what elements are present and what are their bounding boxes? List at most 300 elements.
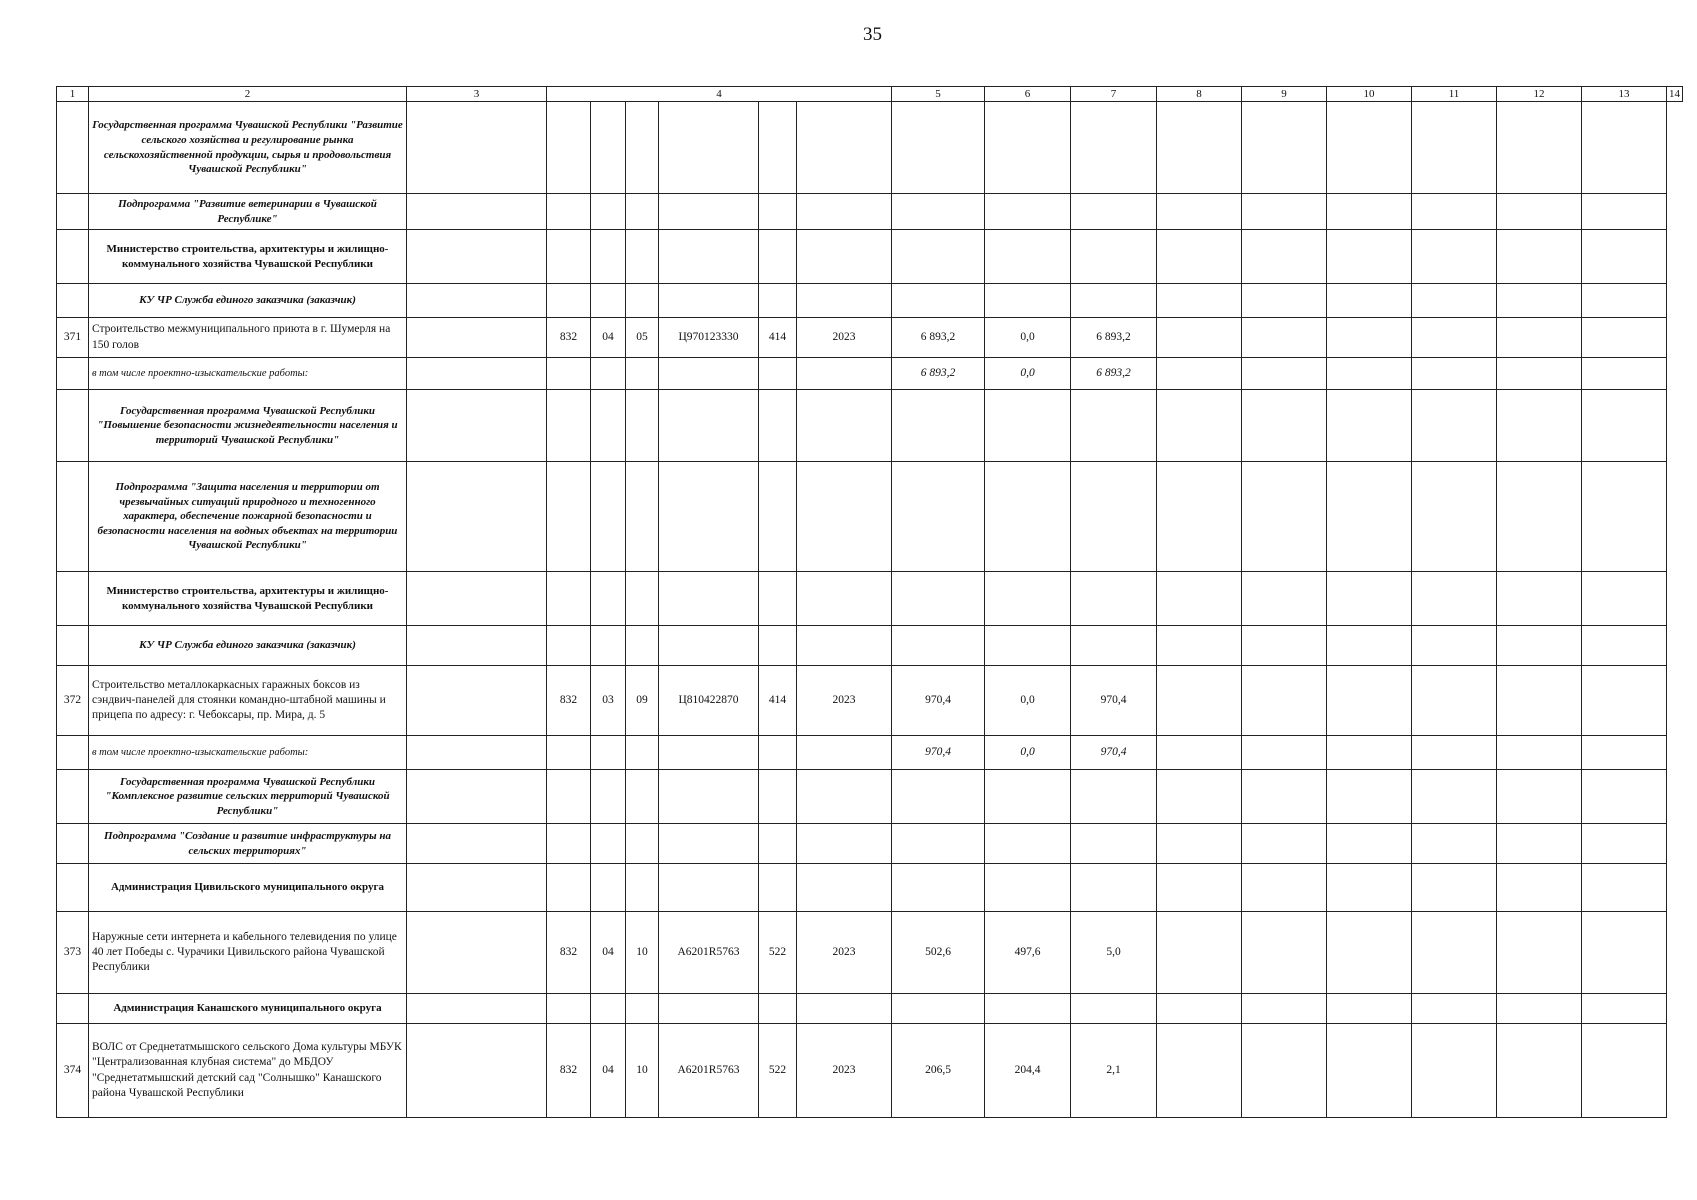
empty-cell	[1327, 284, 1412, 318]
federal-amount: 204,4	[985, 1024, 1071, 1118]
target-article-code: Ц970123330	[659, 318, 759, 358]
subsection-code: 05	[626, 318, 659, 358]
empty-cell	[547, 390, 591, 462]
empty-cell	[1412, 736, 1497, 770]
row-number: 373	[57, 912, 89, 994]
empty-cell	[407, 284, 547, 318]
empty-cell	[1071, 462, 1157, 572]
empty-cell	[892, 284, 985, 318]
empty-cell	[659, 358, 759, 390]
empty-cell	[1327, 194, 1412, 230]
empty-cell	[407, 1024, 547, 1118]
empty-cell	[1497, 102, 1582, 194]
federal-amount: 497,6	[985, 912, 1071, 994]
empty-cell	[797, 102, 892, 194]
empty-cell	[591, 824, 626, 864]
empty-cell	[407, 736, 547, 770]
organization-name: Администрация Канашского муниципального округа	[89, 994, 407, 1024]
section-code: 04	[591, 912, 626, 994]
empty-cell	[407, 230, 547, 284]
empty-cell	[797, 994, 892, 1024]
empty-cell	[1242, 666, 1327, 736]
empty-cell	[1582, 824, 1667, 864]
empty-cell	[1412, 230, 1497, 284]
column-number: 6	[985, 87, 1071, 102]
empty-cell	[591, 230, 626, 284]
empty-cell	[1412, 390, 1497, 462]
empty-cell	[1071, 284, 1157, 318]
empty-cell	[407, 390, 547, 462]
empty-cell	[591, 284, 626, 318]
empty-cell	[1412, 770, 1497, 824]
empty-cell	[1242, 102, 1327, 194]
target-article-code: A6201R5763	[659, 1024, 759, 1118]
empty-cell	[591, 102, 626, 194]
column-number: 5	[892, 87, 985, 102]
empty-cell	[1497, 824, 1582, 864]
section-code: 04	[591, 1024, 626, 1118]
empty-cell	[547, 824, 591, 864]
including-row	[57, 736, 1683, 770]
empty-cell	[659, 230, 759, 284]
empty-cell	[1242, 284, 1327, 318]
empty-cell	[892, 572, 985, 626]
empty-cell	[626, 194, 659, 230]
federal-amount: 0,0	[985, 666, 1071, 736]
empty-cell	[1497, 626, 1582, 666]
empty-cell	[985, 626, 1071, 666]
organization-row	[57, 864, 1683, 912]
empty-cell	[892, 230, 985, 284]
empty-cell	[892, 770, 985, 824]
empty-cell	[1412, 318, 1497, 358]
empty-cell	[407, 912, 547, 994]
empty-cell	[1582, 736, 1667, 770]
empty-cell	[1327, 912, 1412, 994]
empty-cell	[1071, 230, 1157, 284]
empty-cell	[591, 994, 626, 1024]
empty-cell	[1242, 1024, 1327, 1118]
empty-cell	[1412, 358, 1497, 390]
empty-cell	[1242, 318, 1327, 358]
target-article-code: Ц810422870	[659, 666, 759, 736]
row-number-cell	[57, 994, 89, 1024]
expense-type-code: 522	[759, 1024, 797, 1118]
program-row	[57, 462, 1683, 572]
expense-type-code: 522	[759, 912, 797, 994]
program-row	[57, 390, 1683, 462]
empty-cell	[797, 194, 892, 230]
empty-cell	[797, 770, 892, 824]
year: 2023	[797, 318, 892, 358]
table-row	[57, 666, 1683, 736]
row-number-cell	[57, 102, 89, 194]
empty-cell	[1157, 194, 1242, 230]
row-number: 374	[57, 1024, 89, 1118]
empty-cell	[659, 390, 759, 462]
empty-cell	[985, 284, 1071, 318]
empty-cell	[892, 194, 985, 230]
including-total: 6 893,2	[892, 358, 985, 390]
object-name: Строительство межмуниципального приюта в г. Шумерля на 150 голов	[89, 318, 407, 358]
empty-cell	[1582, 390, 1667, 462]
empty-cell	[1497, 194, 1582, 230]
empty-cell	[407, 770, 547, 824]
total-amount: 206,5	[892, 1024, 985, 1118]
empty-cell	[985, 462, 1071, 572]
program-row	[57, 102, 1683, 194]
empty-cell	[1242, 736, 1327, 770]
republic-amount: 970,4	[1071, 666, 1157, 736]
empty-cell	[1242, 864, 1327, 912]
empty-cell	[659, 824, 759, 864]
empty-cell	[1242, 994, 1327, 1024]
column-number: 1	[57, 87, 89, 102]
empty-cell	[1327, 358, 1412, 390]
program-name: Государственная программа Чувашской Республики "Комплексное развитие сельских территорий Чувашской Республики"	[89, 770, 407, 824]
empty-cell	[1582, 462, 1667, 572]
column-number: 8	[1157, 87, 1242, 102]
empty-cell	[1497, 912, 1582, 994]
empty-cell	[892, 824, 985, 864]
empty-cell	[1242, 194, 1327, 230]
empty-cell	[1412, 572, 1497, 626]
empty-cell	[1497, 770, 1582, 824]
empty-cell	[985, 102, 1071, 194]
empty-cell	[1071, 824, 1157, 864]
empty-cell	[1242, 912, 1327, 994]
empty-cell	[407, 666, 547, 736]
object-name: Наружные сети интернета и кабельного телевидения по улице 40 лет Победы с. Чурачики Цивильского района Чувашской Республики	[89, 912, 407, 994]
empty-cell	[1242, 390, 1327, 462]
empty-cell	[1242, 462, 1327, 572]
including-republic: 970,4	[1071, 736, 1157, 770]
column-number: 14	[1667, 87, 1683, 102]
target-article-code: A6201R5763	[659, 912, 759, 994]
grbs-code: 832	[547, 912, 591, 994]
empty-cell	[797, 736, 892, 770]
empty-cell	[1157, 864, 1242, 912]
empty-cell	[985, 230, 1071, 284]
empty-cell	[1157, 1024, 1242, 1118]
empty-cell	[547, 626, 591, 666]
program-name: Подпрограмма "Развитие ветеринарии в Чувашской Республике"	[89, 194, 407, 230]
expense-type-code: 414	[759, 318, 797, 358]
empty-cell	[759, 358, 797, 390]
program-row	[57, 770, 1683, 824]
empty-cell	[626, 736, 659, 770]
empty-cell	[797, 626, 892, 666]
row-number-cell	[57, 770, 89, 824]
empty-cell	[759, 230, 797, 284]
row-number-cell	[57, 284, 89, 318]
empty-cell	[407, 824, 547, 864]
empty-cell	[1412, 102, 1497, 194]
program-name: Подпрограмма "Защита населения и территории от чрезвычайных ситуаций природного и техногенного характера, обеспечение пожарной безопасности и безопасности населения на водных объектах на территории Чувашской Республики"	[89, 462, 407, 572]
empty-cell	[1071, 770, 1157, 824]
empty-cell	[547, 284, 591, 318]
empty-cell	[1412, 1024, 1497, 1118]
empty-cell	[1582, 770, 1667, 824]
column-number: 12	[1497, 87, 1582, 102]
empty-cell	[1582, 194, 1667, 230]
empty-cell	[626, 864, 659, 912]
empty-cell	[591, 770, 626, 824]
empty-cell	[759, 864, 797, 912]
expense-type-code: 414	[759, 666, 797, 736]
empty-cell	[985, 390, 1071, 462]
empty-cell	[659, 770, 759, 824]
total-amount: 502,6	[892, 912, 985, 994]
organization-name: Администрация Цивильского муниципального округа	[89, 864, 407, 912]
empty-cell	[1497, 736, 1582, 770]
empty-cell	[1582, 318, 1667, 358]
program-name: Государственная программа Чувашской Республики "Повышение безопасности жизнедеятельности населения и территорий Чувашской Республики"	[89, 390, 407, 462]
empty-cell	[1582, 864, 1667, 912]
organization-name: Министерство строительства, архитектуры и жилищно-коммунального хозяйства Чувашской Республики	[89, 572, 407, 626]
budget-table	[56, 86, 1683, 1118]
row-number-cell	[57, 626, 89, 666]
empty-cell	[547, 994, 591, 1024]
empty-cell	[407, 572, 547, 626]
empty-cell	[659, 572, 759, 626]
empty-cell	[547, 230, 591, 284]
empty-cell	[1327, 626, 1412, 666]
column-number: 10	[1327, 87, 1412, 102]
empty-cell	[626, 994, 659, 1024]
empty-cell	[759, 736, 797, 770]
empty-cell	[1412, 666, 1497, 736]
empty-cell	[659, 102, 759, 194]
empty-cell	[759, 462, 797, 572]
year: 2023	[797, 1024, 892, 1118]
empty-cell	[1582, 1024, 1667, 1118]
column-number: 4	[547, 87, 892, 102]
empty-cell	[626, 824, 659, 864]
empty-cell	[1157, 824, 1242, 864]
empty-cell	[1071, 390, 1157, 462]
empty-cell	[626, 358, 659, 390]
empty-cell	[1327, 770, 1412, 824]
column-number: 3	[407, 87, 547, 102]
program-row	[57, 194, 1683, 230]
including-federal: 0,0	[985, 736, 1071, 770]
organization-row	[57, 994, 1683, 1024]
empty-cell	[1071, 864, 1157, 912]
empty-cell	[1497, 284, 1582, 318]
empty-cell	[626, 230, 659, 284]
column-number: 7	[1071, 87, 1157, 102]
empty-cell	[1327, 666, 1412, 736]
empty-cell	[1412, 462, 1497, 572]
empty-cell	[1497, 390, 1582, 462]
empty-cell	[659, 864, 759, 912]
empty-cell	[1412, 994, 1497, 1024]
row-number-cell	[57, 572, 89, 626]
empty-cell	[591, 864, 626, 912]
subsection-code: 10	[626, 1024, 659, 1118]
grbs-code: 832	[547, 318, 591, 358]
empty-cell	[591, 194, 626, 230]
republic-amount: 5,0	[1071, 912, 1157, 994]
column-number: 11	[1412, 87, 1497, 102]
empty-cell	[1327, 102, 1412, 194]
empty-cell	[985, 194, 1071, 230]
empty-cell	[547, 102, 591, 194]
empty-cell	[985, 994, 1071, 1024]
empty-cell	[797, 390, 892, 462]
year: 2023	[797, 666, 892, 736]
empty-cell	[1157, 284, 1242, 318]
empty-cell	[1412, 824, 1497, 864]
empty-cell	[797, 864, 892, 912]
empty-cell	[1327, 572, 1412, 626]
empty-cell	[1582, 572, 1667, 626]
including-label: в том числе проектно-изыскательские работы:	[89, 358, 407, 390]
empty-cell	[407, 318, 547, 358]
empty-cell	[797, 572, 892, 626]
empty-cell	[1412, 284, 1497, 318]
empty-cell	[1582, 230, 1667, 284]
empty-cell	[759, 102, 797, 194]
empty-cell	[547, 194, 591, 230]
empty-cell	[1582, 912, 1667, 994]
empty-cell	[1071, 572, 1157, 626]
row-number-cell	[57, 390, 89, 462]
empty-cell	[892, 102, 985, 194]
empty-cell	[1497, 572, 1582, 626]
empty-cell	[591, 462, 626, 572]
table-row	[57, 1024, 1683, 1118]
empty-cell	[759, 194, 797, 230]
program-row	[57, 284, 1683, 318]
empty-cell	[1242, 824, 1327, 864]
program-name: КУ ЧР Служба единого заказчика (заказчик)	[89, 284, 407, 318]
empty-cell	[659, 462, 759, 572]
empty-cell	[1497, 318, 1582, 358]
empty-cell	[1157, 994, 1242, 1024]
including-total: 970,4	[892, 736, 985, 770]
empty-cell	[1412, 864, 1497, 912]
empty-cell	[659, 194, 759, 230]
object-name: Строительство металлокаркасных гаражных боксов из сэндвич-панелей для стоянки командно-штабной машины и прицепа по адресу: г. Чебоксары, пр. Мира, д. 5	[89, 666, 407, 736]
empty-cell	[1157, 666, 1242, 736]
subsection-code: 09	[626, 666, 659, 736]
empty-cell	[1071, 994, 1157, 1024]
empty-cell	[759, 770, 797, 824]
empty-cell	[1412, 194, 1497, 230]
empty-cell	[591, 390, 626, 462]
program-name: Подпрограмма "Создание и развитие инфраструктуры на сельских территориях"	[89, 824, 407, 864]
empty-cell	[1242, 626, 1327, 666]
empty-cell	[626, 284, 659, 318]
empty-cell	[659, 994, 759, 1024]
empty-cell	[1497, 864, 1582, 912]
column-number: 2	[89, 87, 407, 102]
including-republic: 6 893,2	[1071, 358, 1157, 390]
empty-cell	[1327, 318, 1412, 358]
empty-cell	[1157, 318, 1242, 358]
program-name: КУ ЧР Служба единого заказчика (заказчик)	[89, 626, 407, 666]
total-amount: 6 893,2	[892, 318, 985, 358]
column-number-row	[57, 87, 1683, 102]
empty-cell	[985, 770, 1071, 824]
row-number: 371	[57, 318, 89, 358]
empty-cell	[1327, 994, 1412, 1024]
federal-amount: 0,0	[985, 318, 1071, 358]
empty-cell	[626, 770, 659, 824]
empty-cell	[1157, 102, 1242, 194]
empty-cell	[1412, 912, 1497, 994]
empty-cell	[1327, 736, 1412, 770]
empty-cell	[892, 390, 985, 462]
empty-cell	[591, 736, 626, 770]
row-number-cell	[57, 358, 89, 390]
empty-cell	[892, 994, 985, 1024]
empty-cell	[407, 358, 547, 390]
empty-cell	[759, 824, 797, 864]
empty-cell	[1497, 666, 1582, 736]
empty-cell	[1242, 770, 1327, 824]
empty-cell	[407, 194, 547, 230]
empty-cell	[1157, 736, 1242, 770]
empty-cell	[1071, 194, 1157, 230]
empty-cell	[1327, 824, 1412, 864]
empty-cell	[407, 994, 547, 1024]
empty-cell	[626, 390, 659, 462]
grbs-code: 832	[547, 666, 591, 736]
empty-cell	[1157, 462, 1242, 572]
empty-cell	[797, 358, 892, 390]
empty-cell	[1497, 230, 1582, 284]
empty-cell	[759, 572, 797, 626]
total-amount: 970,4	[892, 666, 985, 736]
empty-cell	[547, 462, 591, 572]
empty-cell	[759, 390, 797, 462]
empty-cell	[1157, 912, 1242, 994]
empty-cell	[1582, 666, 1667, 736]
empty-cell	[892, 626, 985, 666]
organization-row	[57, 572, 1683, 626]
row-number-cell	[57, 462, 89, 572]
grbs-code: 832	[547, 1024, 591, 1118]
empty-cell	[759, 284, 797, 318]
empty-cell	[626, 462, 659, 572]
empty-cell	[892, 462, 985, 572]
empty-cell	[1497, 994, 1582, 1024]
empty-cell	[1327, 462, 1412, 572]
empty-cell	[547, 770, 591, 824]
section-code: 03	[591, 666, 626, 736]
empty-cell	[407, 626, 547, 666]
empty-cell	[759, 994, 797, 1024]
subsection-code: 10	[626, 912, 659, 994]
republic-amount: 2,1	[1071, 1024, 1157, 1118]
empty-cell	[547, 358, 591, 390]
empty-cell	[1071, 102, 1157, 194]
empty-cell	[659, 284, 759, 318]
empty-cell	[759, 626, 797, 666]
page-number: 35	[863, 24, 882, 45]
table-row	[57, 318, 1683, 358]
republic-amount: 6 893,2	[1071, 318, 1157, 358]
empty-cell	[1582, 358, 1667, 390]
empty-cell	[1327, 230, 1412, 284]
row-number-cell	[57, 864, 89, 912]
empty-cell	[1582, 284, 1667, 318]
empty-cell	[591, 358, 626, 390]
empty-cell	[797, 284, 892, 318]
